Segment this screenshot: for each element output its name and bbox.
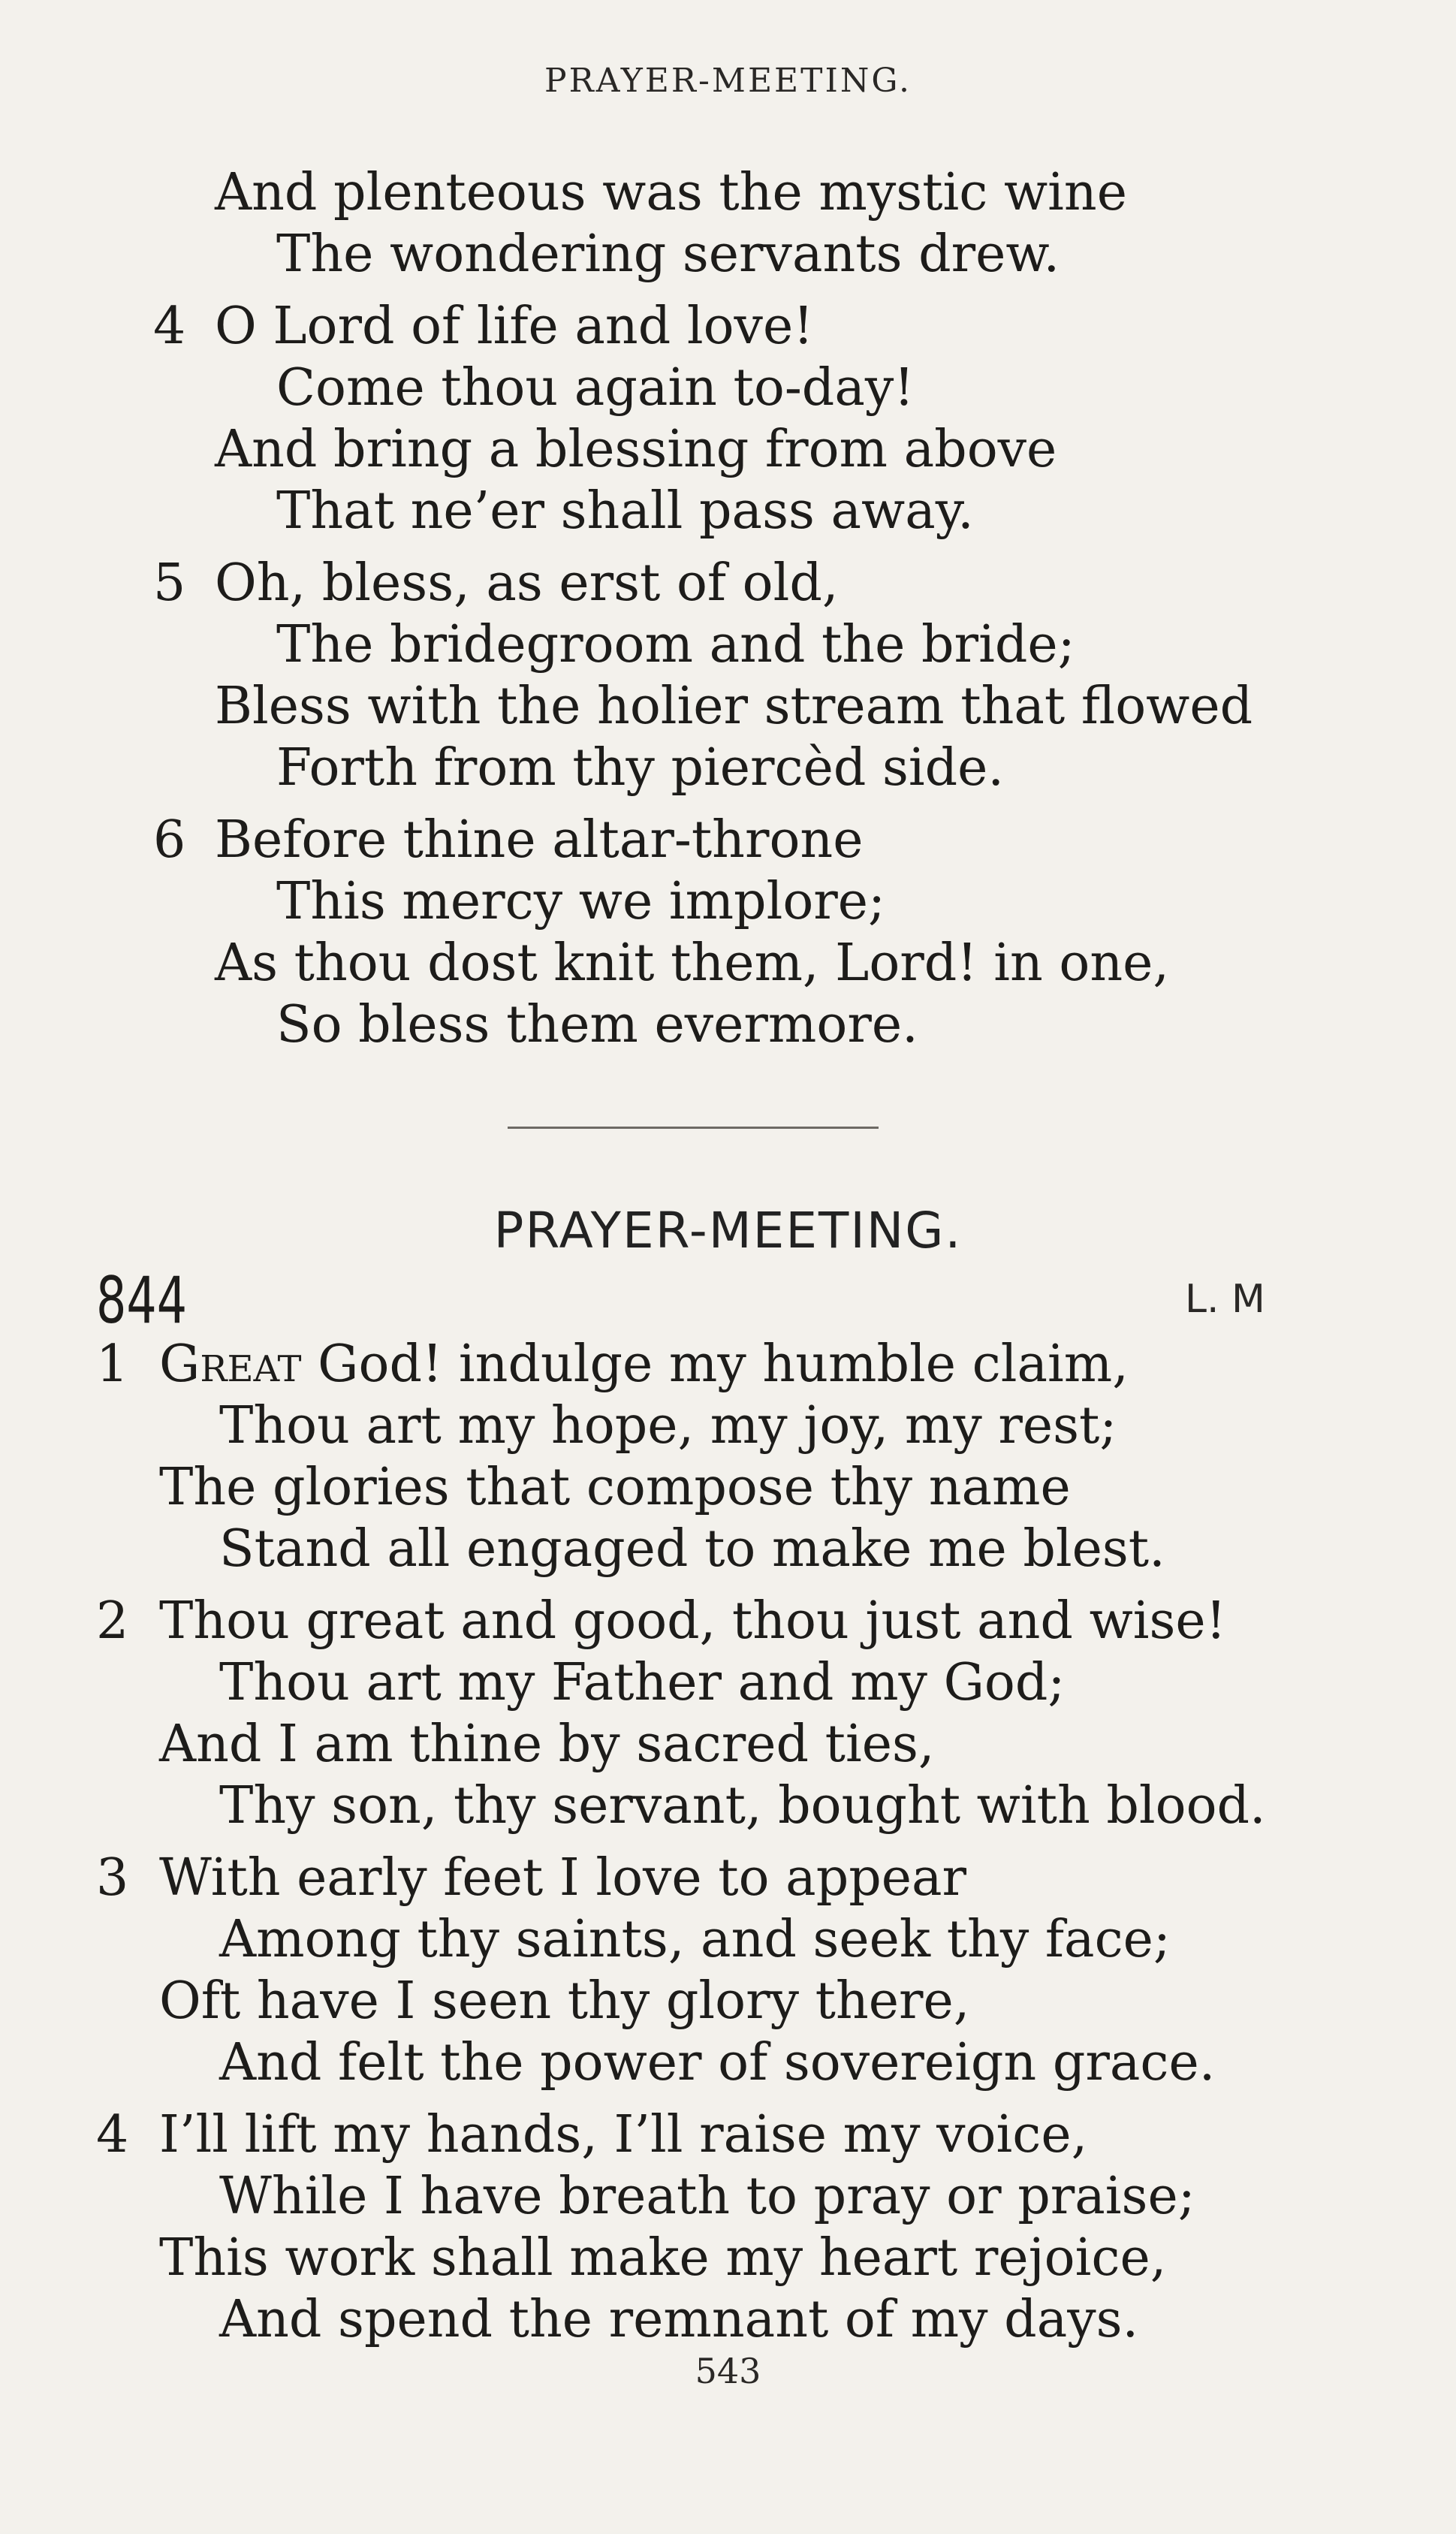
verse-line: Thou great and good, thou just and wise! — [159, 1591, 1226, 1651]
verse-line: And spend the remnant of my days. — [219, 2290, 1139, 2349]
verse-line: The bridegroom and the bride; — [276, 615, 1075, 674]
verse-line: The glories that compose thy name — [159, 1458, 1071, 1517]
verse-line: Thy son, thy servant, bought with blood. — [219, 1776, 1266, 1836]
verse-line: So bless them evermore. — [276, 995, 918, 1054]
verse-line: With early feet I love to appear — [159, 1848, 967, 1908]
verse-line: This mercy we implore; — [276, 872, 885, 931]
verse-line: Oft have I seen thy glory there, — [159, 1971, 970, 2031]
verse-line — [159, 1334, 1129, 1395]
hymn-meter: L. M — [1185, 1277, 1265, 1322]
verse-line: That ne’er shall pass away. — [276, 481, 974, 541]
verse-line: Come thou again to-day! — [276, 358, 915, 418]
verse-line: And felt the power of sovereign grace. — [219, 2033, 1216, 2092]
first-line-rest: God! indulge my humble claim, — [301, 1335, 1129, 1394]
verse-line: I’ll lift my hands, I’ll raise my voice, — [159, 2105, 1088, 2164]
verse-line: This work shall make my heart rejoice, — [159, 2228, 1167, 2288]
stanza-number: 4 — [153, 297, 186, 356]
verse-line: While I have breath to pray or praise; — [219, 2167, 1195, 2226]
verse-line: Among thy saints, and seek thy face; — [219, 1910, 1171, 1969]
stanza-number: 2 — [96, 1591, 129, 1651]
stanza-number: 4 — [96, 2105, 129, 2164]
stanza-number: 6 — [153, 810, 186, 870]
verse-line: And bring a blessing from above — [215, 420, 1057, 479]
verse-line: Thou art my hope, my joy, my rest; — [219, 1396, 1117, 1456]
first-word: Great — [159, 1335, 302, 1394]
verse-line: And plenteous was the mystic wine — [215, 163, 1127, 222]
verse-line: Stand all engaged to make me blest. — [219, 1519, 1165, 1579]
verse-line: O Lord of life and love! — [215, 297, 814, 356]
section-divider — [508, 1127, 879, 1129]
verse-line: The wondering servants drew. — [276, 225, 1060, 284]
stanza-number: 5 — [153, 554, 186, 613]
running-head: PRAYER-MEETING. — [544, 62, 912, 100]
verse-line: And I am thine by sacred ties, — [159, 1715, 935, 1774]
hymn-number: 844 — [96, 1263, 188, 1338]
page-number: 543 — [695, 2351, 761, 2391]
verse-line: Bless with the holier stream that flowed — [215, 677, 1253, 736]
verse-line: Before thine altar-throne — [215, 810, 864, 870]
section-title: PRAYER-MEETING. — [493, 1202, 963, 1259]
verse-line: Thou art my Father and my God; — [219, 1653, 1066, 1712]
verse-line: As thou dost knit them, Lord! in one, — [215, 934, 1169, 993]
verse-line: Oh, bless, as erst of old, — [215, 554, 839, 613]
verse-line: Forth from thy piercèd side. — [276, 738, 1005, 798]
stanza-number: 3 — [96, 1848, 129, 1908]
stanza-number: 1 — [96, 1335, 129, 1394]
